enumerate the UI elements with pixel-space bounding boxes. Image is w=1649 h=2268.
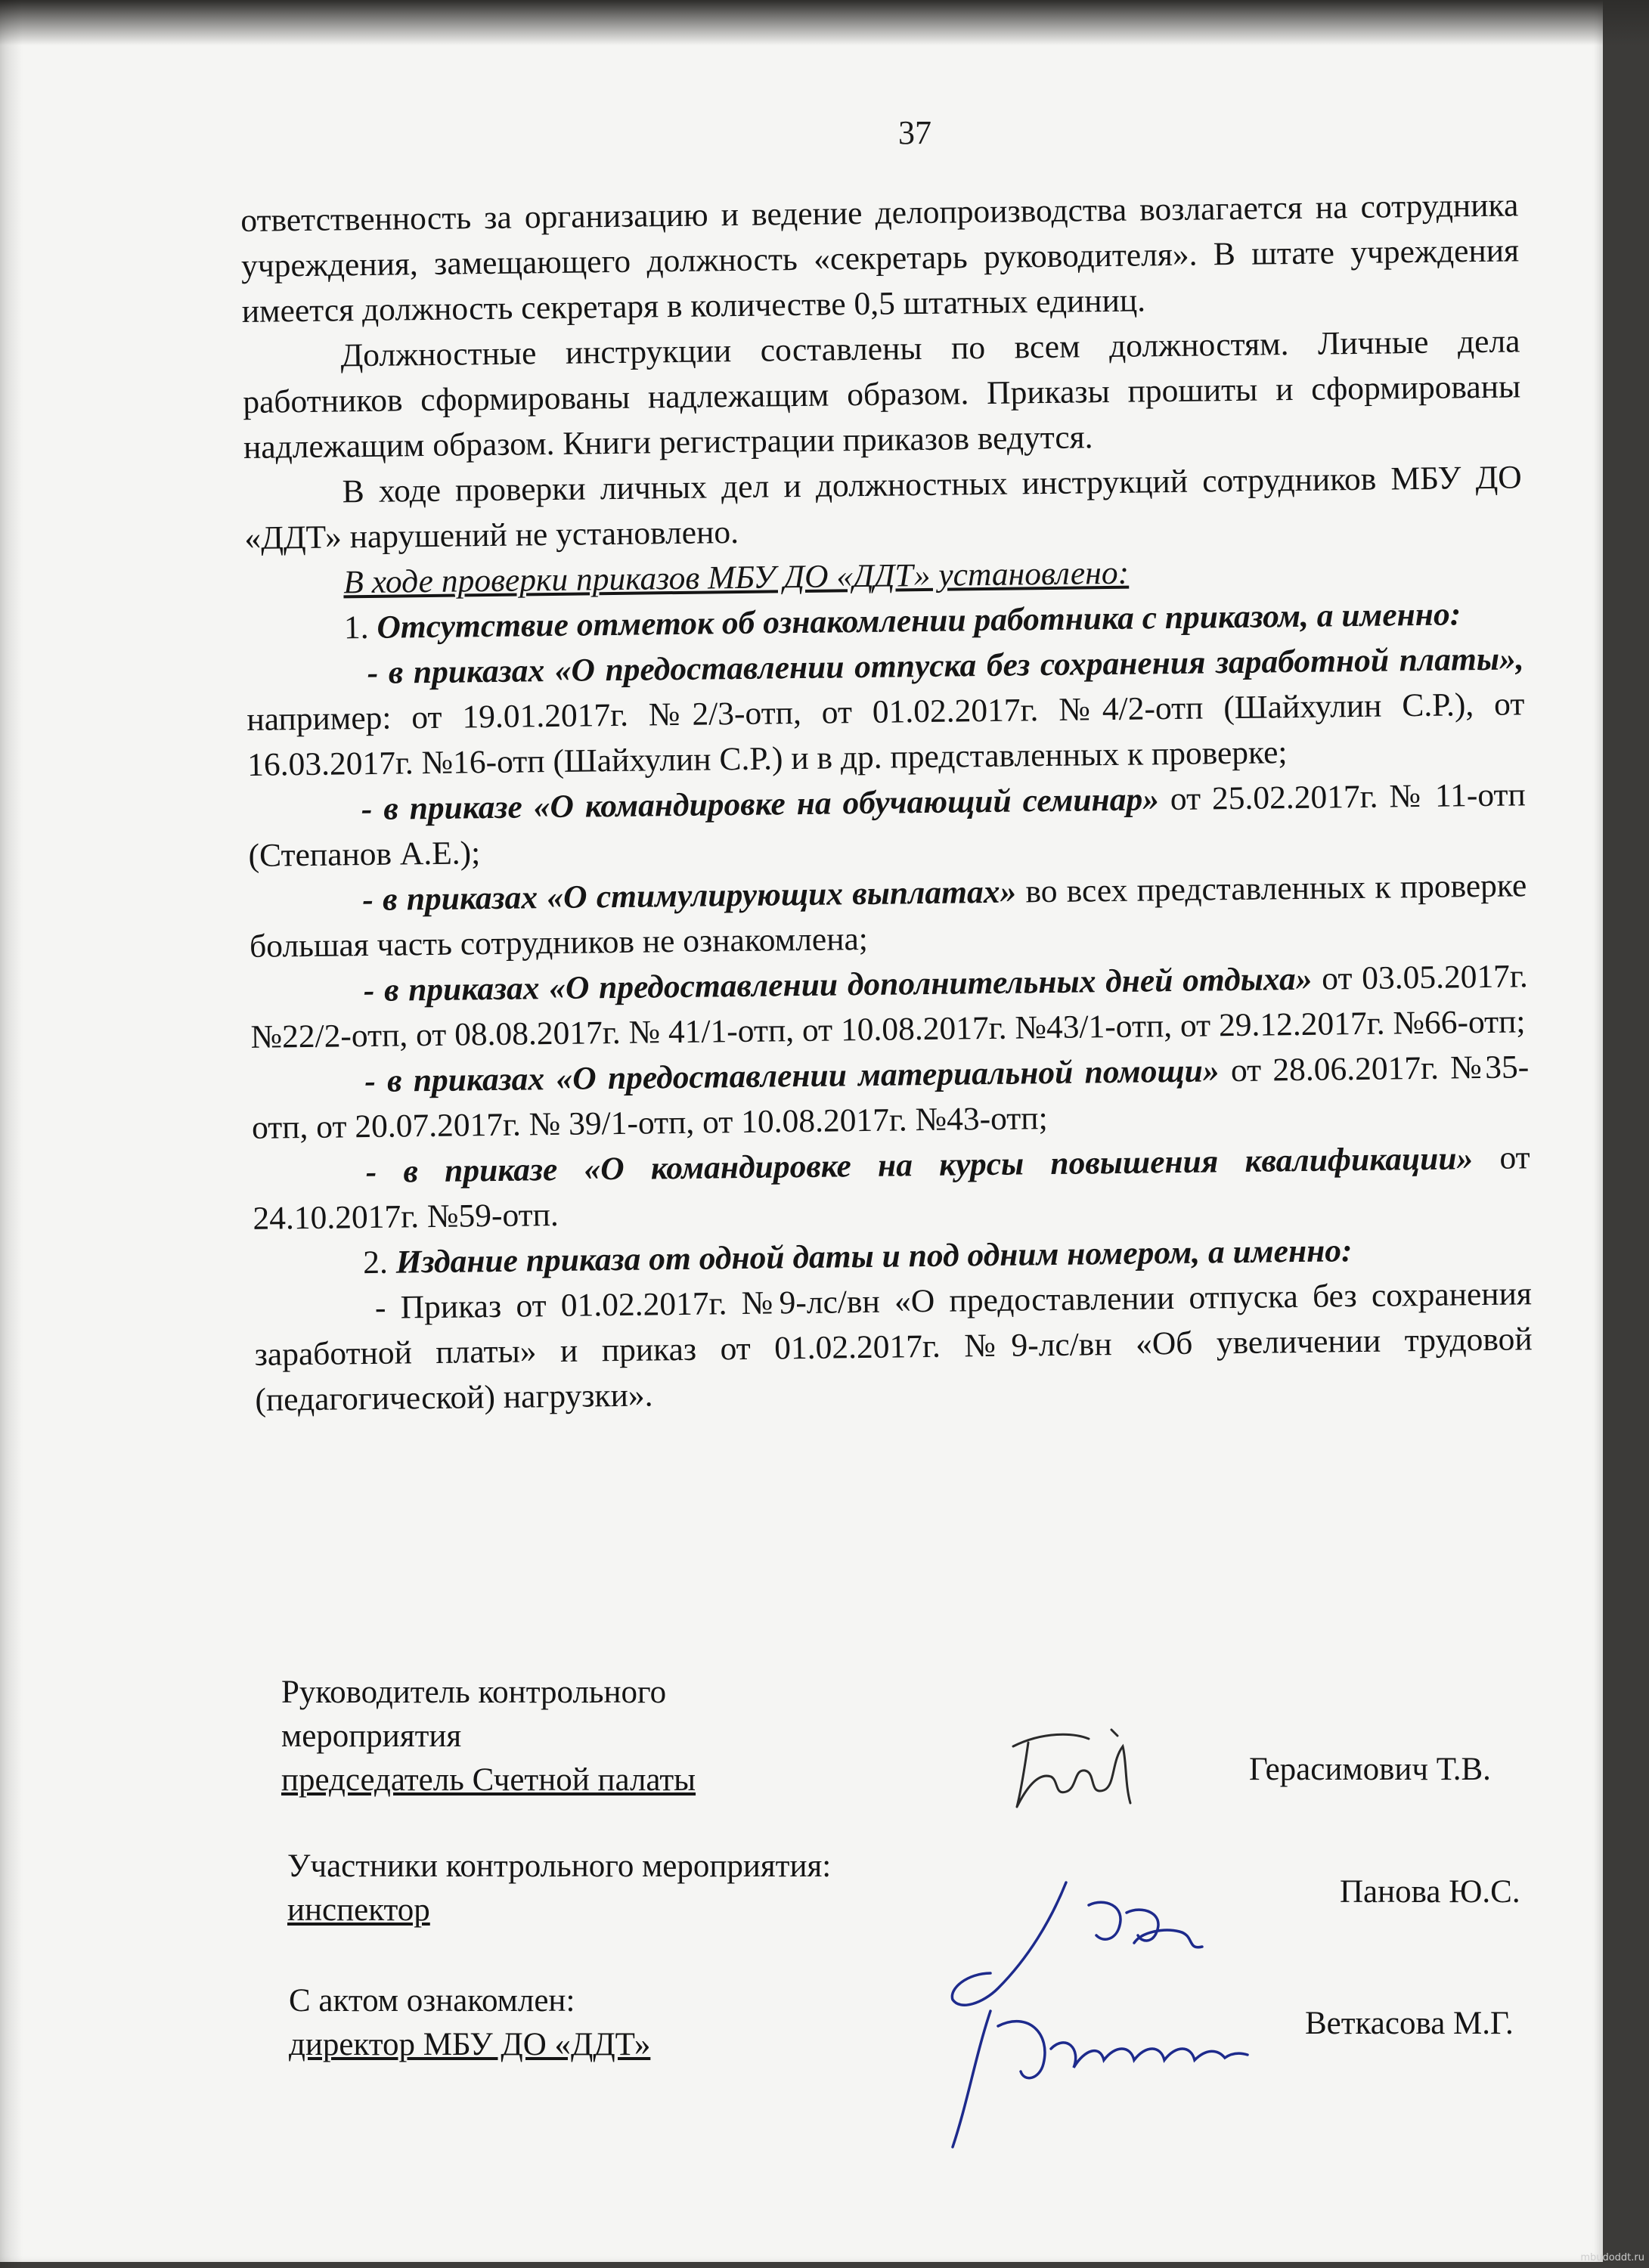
acquainted-name: Веткасова М.Г. xyxy=(1305,2006,1514,2041)
sub-item-6-text: от 24.10.2017г. №59-отп. xyxy=(253,1139,1530,1237)
paragraph-2: Должностные инструкции составлены по всем должностям. Личные дела работников сформированы надлежащим образом. Приказы прошиты и сформированы надлежащим образом. Книги регистрации приказов ведутся. xyxy=(243,323,1521,466)
sub-item-1-text: например: от 19.01.2017г. №2/3-отп, от 01.02.2017г. №4/2-отп (Шайхулин С.Р.), от 16.03.2017г. №16-отп (Шайхулин С.Р.) и в др. представленных к проверке; xyxy=(246,686,1525,783)
sub-item-2 xyxy=(248,772,1527,878)
sub-item-4 xyxy=(250,953,1528,1060)
sub-item-1-title: - в приказах «О предоставлении отпуска без сохранения заработной платы», xyxy=(367,640,1524,691)
scan-shadow-left xyxy=(0,0,23,2268)
handwritten-signature-participant xyxy=(877,1860,1270,2177)
participants-title: Участники контрольного мероприятия: xyxy=(287,1848,832,1884)
head-title-line-3: председатель Счетной палаты xyxy=(281,1762,696,1798)
finding-2-title: Издание приказа от одной даты и под одним номером, а именно: xyxy=(395,1232,1353,1281)
paragraph-1: ответственность за организацию и ведение делопроизводства возлагается на сотрудника учреждения, замещающего должность «секретарь руководителя». В штате учреждения имеется должность секретаря в количестве 0,5 штатных единиц. xyxy=(240,187,1520,330)
sub-item-4-text: от 03.05.2017г. №22/2-отп, от 08.08.2017г. № 41/1-отп, от 10.08.2017г. №43/1-отп, от 29.12.2017г. №66-отп; xyxy=(250,958,1528,1055)
finding-1-title: Отсутствие отметок об ознакомлении работника с приказом, а именно: xyxy=(377,596,1461,646)
sub-item-4-title: - в приказах «О предоставлении дополнительных дней отдыха» xyxy=(363,960,1313,1009)
participant-name: Панова Ю.С. xyxy=(1340,1874,1520,1910)
acquainted-role: директор МБУ ДО «ДДТ» xyxy=(289,2027,651,2062)
sub-item-5-title: - в приказах «О предоставлении материальной помощи» xyxy=(364,1052,1220,1100)
watermark-text: mbudoddt.ru xyxy=(1580,2252,1644,2263)
findings-heading: В ходе проверки приказов МБУ ДО «ДДТ» установлено: xyxy=(343,554,1130,601)
signature-head-block xyxy=(281,1671,696,1802)
sub-item-5 xyxy=(251,1044,1530,1151)
sub-item-6 xyxy=(252,1135,1530,1241)
head-title-line-1: Руководитель контрольного xyxy=(281,1675,667,1710)
sub-item-2-text: от 25.02.2017г. № 11-отп (Степанов А.Е.); xyxy=(248,776,1527,874)
finding-2-number: 2. xyxy=(362,1244,397,1281)
finding-1-number: 1. xyxy=(343,609,377,646)
acquainted-title: С актом ознакомлен: xyxy=(289,1983,575,2019)
finding-2-text: - Приказ от 01.02.2017г. №9-лс/вн «О предоставлении отпуска без сохранения заработной платы» и приказ от 01.02.2017г. №9-лс/вн «Об увеличении трудовой (педагогической) нагрузки». xyxy=(254,1275,1533,1418)
scan-shadow-top xyxy=(0,0,1649,45)
sub-item-6-title: - в приказе «О командировке на курсы повышения квалификации» xyxy=(365,1140,1474,1191)
sub-item-3-title: - в приказах «О стимулирующих выплатах» xyxy=(362,873,1017,919)
signature-participants-block xyxy=(287,1845,831,1932)
sub-item-2-title: - в приказе «О командировке на обучающий семинар» xyxy=(361,781,1160,828)
participants-role: инспектор xyxy=(287,1892,430,1928)
head-title-line-2: мероприятия xyxy=(281,1718,462,1754)
signature-acquainted-block xyxy=(289,1979,650,2067)
sub-item-3-text: во всех представленных к проверке большая часть сотрудников не ознакомлена; xyxy=(249,867,1527,965)
head-name: Герасимович Т.В. xyxy=(1249,1752,1491,1787)
handwritten-signature-head xyxy=(983,1716,1179,1822)
page-number: 37 xyxy=(898,114,931,151)
sub-item-3 xyxy=(249,863,1527,969)
sub-item-5-text: от 28.06.2017г. №35-отп, от 20.07.2017г. № 39/1-отп, от 10.08.2017г. №43-отп; xyxy=(251,1049,1530,1146)
document-body xyxy=(240,182,1533,1423)
paragraph-3: В ходе проверки личных дел и должностных инструкций сотрудников МБУ ДО «ДДТ» нарушений не установлено. xyxy=(244,459,1522,556)
sub-item-1 xyxy=(246,636,1525,788)
